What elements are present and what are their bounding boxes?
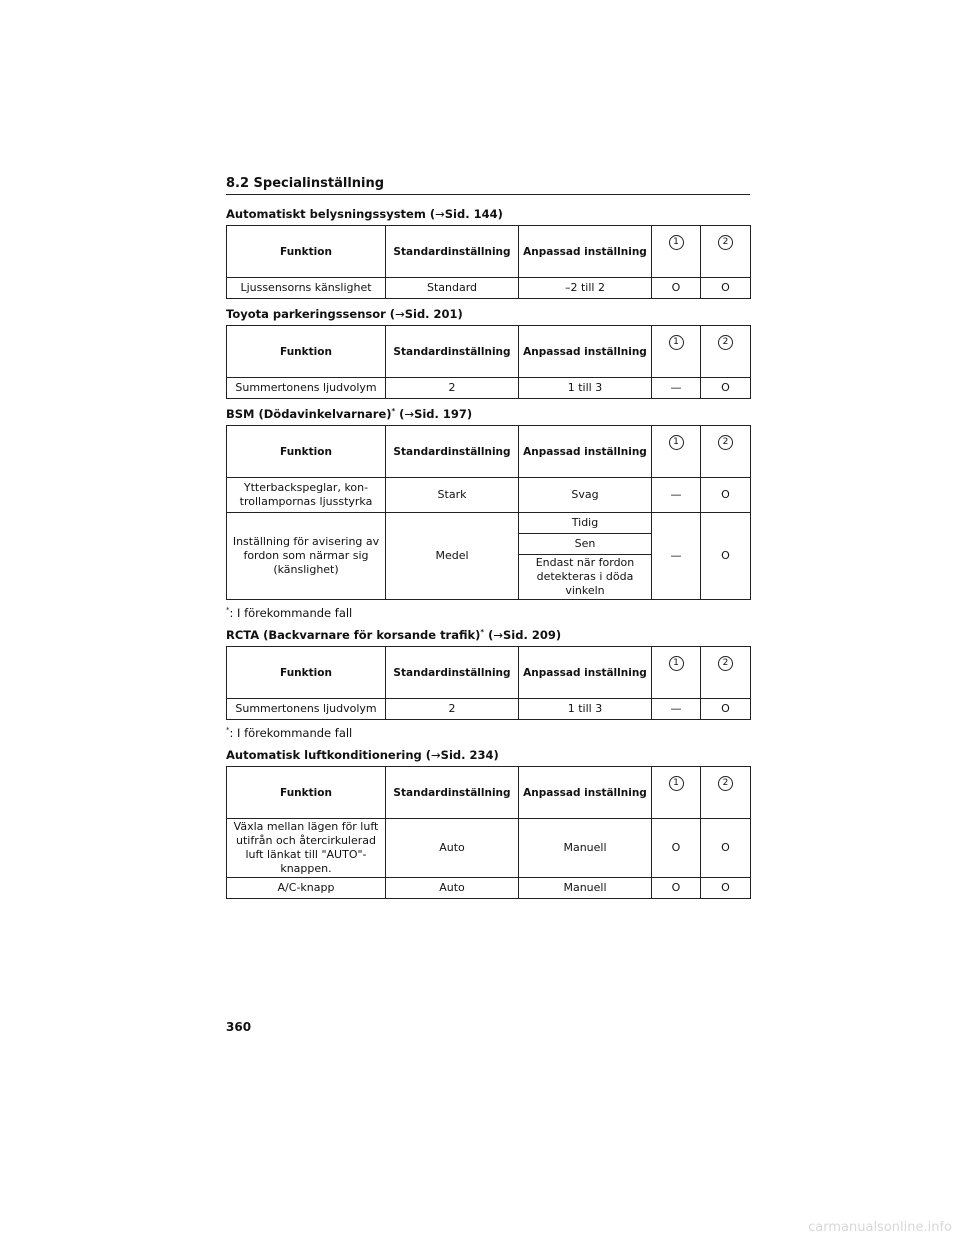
header-standard: Standardinställning — [386, 767, 519, 819]
table-bsm — [226, 425, 751, 600]
header-anpassad: Anpassad inställning — [519, 767, 652, 819]
header-anpassad: Anpassad inställning — [519, 226, 652, 278]
header-col2 — [701, 647, 751, 699]
table-parking — [226, 325, 751, 399]
section-title: 8.2 Specialinställning — [226, 176, 750, 195]
circled-1-icon: 1 — [669, 335, 684, 350]
header-col1 — [652, 326, 701, 378]
table-row: Summertonens ljudvolym 2 1 till 3 — O — [227, 699, 751, 720]
table-ac — [226, 766, 751, 899]
table-row: Inställning för avisering av fordon som närmar sig (känslighet) Medel Tidig — O — [227, 513, 751, 534]
arrow-icon: → — [404, 407, 415, 421]
header-col1 — [652, 426, 701, 478]
table-row: Endast när fordon detekteras i döda vinkeln — [227, 555, 751, 600]
header-funktion: Funktion — [227, 767, 386, 819]
table-lighting — [226, 225, 751, 299]
table-rcta — [226, 646, 751, 720]
table-heading-bsm: BSM (Dödavinkelvarnare)* (→Sid. 197) — [226, 407, 473, 421]
header-anpassad: Anpassad inställning — [519, 326, 652, 378]
table-heading-parking: Toyota parkeringssensor (→Sid. 201) — [226, 307, 463, 321]
header-standard: Standardinställning — [386, 426, 519, 478]
header-funktion: Funktion — [227, 647, 386, 699]
header-col1 — [652, 226, 701, 278]
footnote-bsm: *: I förekommande fall — [226, 606, 353, 620]
table-row: Växla mellan lägen för luft utifrån och återcirkulerad luft länkat till "AUTO"-knappen. Auto Manuell O O — [227, 819, 751, 878]
table-row: Sen — [227, 534, 751, 555]
circled-2-icon: 2 — [718, 776, 733, 791]
page-content — [226, 176, 750, 907]
arrow-icon: → — [435, 207, 445, 221]
header-anpassad: Anpassad inställning — [519, 647, 652, 699]
footnote-rcta: *: I förekommande fall — [226, 726, 353, 740]
header-col2 — [701, 767, 751, 819]
table-row: Ytterbackspeglar, kon-trollampornas ljusstyrka Stark Svag — O — [227, 478, 751, 513]
header-standard: Standardinställning — [386, 647, 519, 699]
table-row: Summertonens ljudvolym 2 1 till 3 — O — [227, 378, 751, 399]
header-col2 — [701, 226, 751, 278]
circled-2-icon: 2 — [718, 435, 733, 450]
header-col2 — [701, 326, 751, 378]
header-funktion: Funktion — [227, 226, 386, 278]
header-anpassad: Anpassad inställning — [519, 426, 652, 478]
circled-2-icon: 2 — [718, 335, 733, 350]
circled-1-icon: 1 — [669, 235, 684, 250]
table-row: A/C-knapp Auto Manuell O O — [227, 878, 751, 899]
circled-1-icon: 1 — [669, 435, 684, 450]
header-funktion: Funktion — [227, 426, 386, 478]
header-standard: Standardinställning — [386, 326, 519, 378]
arrow-icon: → — [493, 628, 503, 642]
circled-1-icon: 1 — [669, 656, 684, 671]
table-heading-ac: Automatisk luftkonditionering (→Sid. 234) — [226, 748, 499, 762]
header-col1 — [652, 767, 701, 819]
header-col2 — [701, 426, 751, 478]
table-heading-lighting: Automatiskt belysningssystem (→Sid. 144) — [226, 207, 503, 221]
header-standard: Standardinställning — [386, 226, 519, 278]
header-funktion: Funktion — [227, 326, 386, 378]
header-col1 — [652, 647, 701, 699]
arrow-icon: → — [431, 748, 441, 762]
arrow-icon: → — [395, 307, 405, 321]
circled-2-icon: 2 — [718, 235, 733, 250]
table-heading-rcta: RCTA (Backvarnare för korsande trafik)* (→Sid. 209) — [226, 628, 562, 642]
circled-1-icon: 1 — [669, 776, 684, 791]
circled-2-icon: 2 — [718, 656, 733, 671]
table-row: Ljussensorns känslighet Standard –2 till 2 O O — [227, 278, 751, 299]
watermark: carmanualsonline.info — [808, 1220, 952, 1235]
page-number: 360 — [226, 1020, 252, 1034]
